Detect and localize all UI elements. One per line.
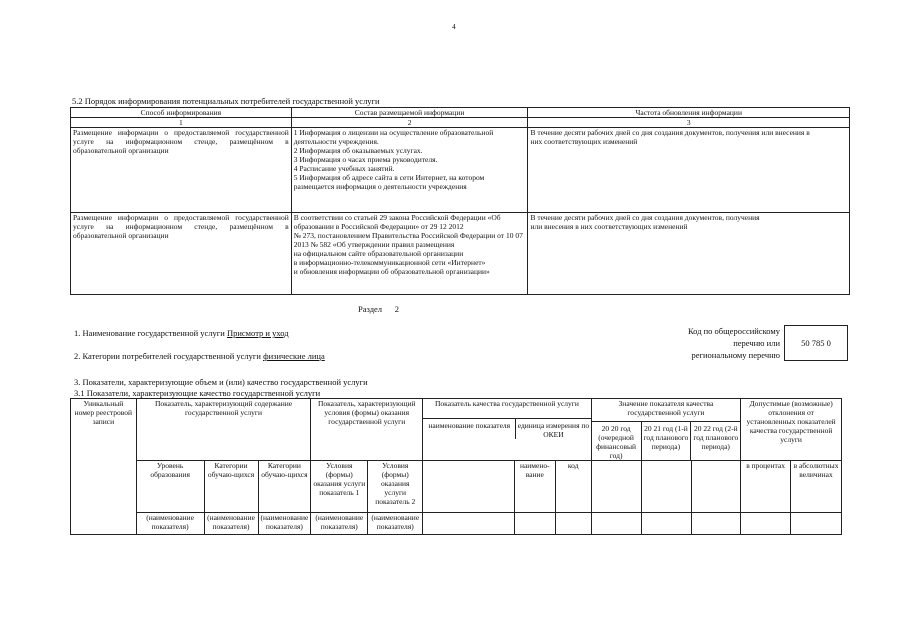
table-row: [71, 128, 850, 213]
section-label: Раздел: [358, 304, 383, 314]
h-unit: единица измерения по ОКЕИ: [517, 421, 590, 439]
h-year-2: 20 21 год (1-й год планового периода): [642, 422, 692, 460]
col-number: 1: [71, 118, 292, 128]
h-blank: [641, 461, 692, 513]
content-line: 2 Информация об оказываемых услугах.: [293, 146, 423, 155]
h-values: [591, 399, 741, 461]
section-number: 2: [394, 304, 400, 314]
section-title: [358, 304, 399, 314]
method-cell: Размещение информации о предоставляемой государственной услуге на информационном стенде, размещённом в образовательной организации: [71, 128, 292, 213]
blank-cell: [692, 513, 741, 535]
h-unit-code: код: [555, 461, 591, 513]
h-values-title: Значение показателя качества государственной услуги: [618, 399, 714, 417]
content-line: 3 Информация о часах приема руководителя.: [293, 155, 438, 164]
frequency-line: или внесения в них соответствующих изменений: [530, 222, 688, 231]
service-category-label: 2. Категории потребителей государственной услуги: [74, 351, 261, 361]
h-student-category: Категории обучаю-щихся: [258, 461, 311, 513]
frequency-cell: [528, 213, 850, 295]
content-cell: [291, 213, 528, 295]
section-52-heading: 5.2 Порядок информирования потенциальных потребителей государственной услуги: [72, 96, 380, 106]
code-label: [630, 326, 780, 360]
informing-header-row: [71, 108, 850, 118]
naming-note: (наименование показателя): [368, 513, 423, 535]
col-header-frequency: Частота обновления информации: [528, 108, 850, 118]
h-quality-subheaders: [423, 418, 590, 439]
content-line: 5 Информация об адресе сайта в сети Интернет, на котором размещается информация о деятельности учреждения: [293, 173, 485, 191]
h-year-3: 20 22 год (2-й год планового периода): [693, 424, 739, 451]
h-education-level: Уровень образования: [136, 461, 204, 513]
naming-note: (наименование показателя): [258, 513, 311, 535]
page-number: 4: [452, 22, 456, 31]
code-label-line: региональному перечню: [691, 350, 780, 360]
service-name-line: [74, 328, 289, 338]
h-deviation: Допустимые (возможные) отклонения от установленных показателей качества государственной услуги: [741, 399, 842, 461]
service-name-value: Присмотр и уход: [226, 328, 289, 338]
col-header-content: Состав размещаемой информации: [291, 108, 528, 118]
blank-cell: [591, 513, 641, 535]
h-quality-title: Показатель качества государственной услуги: [435, 399, 579, 408]
content-line: и обновления информации об образовательной организации»: [293, 267, 490, 276]
content-line: № 273, постановлением Правительства Российской Федерации от 10 07 2013 № 582 «Об утверждении правил размещения: [293, 231, 523, 249]
blank-cell: [555, 513, 591, 535]
header-row: [71, 399, 842, 461]
naming-row: [71, 513, 842, 535]
service-category-line: [74, 351, 325, 361]
frequency-line: В течение десяти рабочих дней со дня создания документов, получения: [530, 213, 760, 222]
method-cell: Размещение информации о предоставляемой государственной услуге на информационном стенде, размещённом в образовательной организации: [71, 213, 292, 295]
h-unit-name: наимено-вание: [514, 461, 555, 513]
h-indicator-name: наименование показателя: [423, 419, 516, 439]
service-category-value: физические лица: [263, 351, 325, 361]
h-quality-indicator: [423, 399, 591, 461]
subheader-row: [71, 461, 842, 513]
h-blank: [423, 461, 515, 513]
h-absolute: в абсолютных величинах: [791, 461, 842, 513]
h-year-1: 20 20 год (очередной финансовый год): [592, 422, 642, 460]
h-conditions-indicator: Показатель, характеризующий условия (формы) оказания государственной услуги: [311, 399, 423, 461]
col-header-method: Способ информирования: [71, 108, 292, 118]
h-condition-1: Условия (формы) оказания услуги показатель 1: [311, 461, 368, 513]
quality-indicators-table: [70, 398, 842, 535]
col-number: 3: [528, 118, 850, 128]
blank-cell: [741, 513, 791, 535]
h-year-subheaders: [592, 421, 741, 460]
h-percent: в процентах: [741, 461, 791, 513]
h-blank: [591, 461, 641, 513]
frequency-line: В течение десяти рабочих дней со дня создания документов, получения или внесения в: [530, 128, 810, 137]
h-condition-2: Условия (формы) оказания услуги показатель 2: [368, 461, 423, 513]
frequency-line: них соответствующих изменений: [530, 137, 638, 146]
h-student-category: Категории обучаю-щихся: [204, 461, 258, 513]
code-label-line: Код по общероссийскому: [687, 326, 780, 336]
col-number: 2: [291, 118, 528, 128]
code-label-line: перечню или: [733, 338, 780, 348]
blank-cell: [641, 513, 692, 535]
informing-table: [70, 107, 850, 295]
content-line: 1 Информация о лицензии на осуществление образовательной деятельности учреждения.: [293, 128, 494, 146]
code-value-box: 50 785 0: [784, 325, 848, 361]
content-line: на официальном сайте образовательной организации: [293, 249, 464, 258]
blank-cell: [514, 513, 555, 535]
informing-number-row: [71, 118, 850, 128]
blank-cell: [791, 513, 842, 535]
indicators-heading: 3. Показатели, характеризующие объем и (или) качество государственной услуги: [74, 377, 368, 387]
content-line: В соответствии со статьей 29 закона Российской Федерации «Об образовании в Российской Федерации» от 29 12 2012: [293, 213, 501, 231]
table-row: [71, 213, 850, 295]
h-blank: [692, 461, 741, 513]
content-line: 4 Расписание учебных занятий.: [293, 164, 395, 173]
naming-note: (наименование показателя): [136, 513, 204, 535]
frequency-cell: [528, 128, 850, 213]
naming-note: (наименование показателя): [204, 513, 258, 535]
naming-note: (наименование показателя): [311, 513, 368, 535]
h-content-indicator: Показатель, характеризующий содержание государственной услуги: [136, 399, 311, 461]
content-line: в информационно-телекоммуникационной сети «Интернет»: [293, 258, 486, 267]
service-name-label: 1. Наименование государственной услуги: [74, 328, 225, 338]
content-cell: [291, 128, 528, 213]
quality-heading: 3.1 Показатели, характеризующие качество государственной услуги: [74, 388, 321, 398]
h-unique-number: Уникальный номер реестровой записи: [71, 399, 137, 535]
blank-cell: [423, 513, 515, 535]
